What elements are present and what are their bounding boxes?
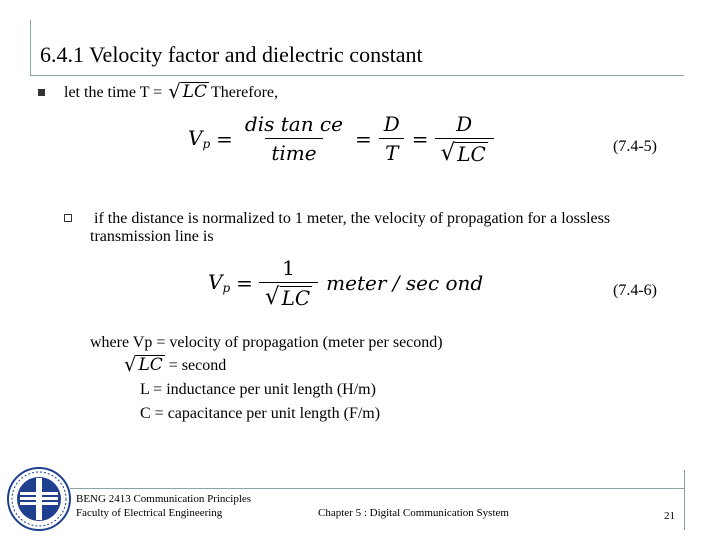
university-logo [6,466,72,532]
slide-title: 6.4.1 Velocity factor and dielectric constant [40,42,423,67]
fraction-d-sqrt-lc: D √ LC [435,112,494,165]
fraction-distance-time: $\frac{\text{dis tan ce}}{\text{time}}$ [244,112,343,165]
equals-sign: = [411,126,429,151]
equals-sign: = [216,126,233,151]
bullet-square-icon [38,89,45,96]
footer-course: BENG 2413 Communication Principles [76,493,252,505]
frame-left-line [30,20,31,76]
title-divider [30,75,684,76]
where-line-1: where Vp = velocity of propagation (meter per second) [90,334,443,351]
equation-7-4-5 [188,112,494,165]
sqrt-arg: LC [182,82,207,102]
bullet-hollow-square-icon [64,214,72,222]
where-line-2 [124,355,226,375]
unit-meter-per-second: meter / sec ond [326,270,484,295]
footer-divider [70,488,684,489]
page-number: 21 [664,510,675,522]
where-second-text: = second [168,356,227,374]
sub-bullet-line-1: if the distance is normalized to 1 meter, the velocity of propagation for a lossless [94,210,611,227]
sub-bullet-text [90,210,690,246]
fraction-1-sqrt-lc: 1 √ LC [259,256,318,309]
footer-chapter: Chapter 5 : Digital Communication System [318,507,509,519]
sqrt-lc-where: √ LC [124,353,163,377]
university-logo-icon [6,466,72,532]
bullet-1 [64,82,278,102]
frame-right-line [684,470,685,530]
bullet-1-suffix: Therefore, [210,83,279,101]
equation-number-7-4-6: (7.4-6) [613,282,657,299]
sub-bullet-line-2: transmission line is [90,228,214,245]
footer-left [76,492,251,520]
sqrt-lc-inline: √ LC [168,80,207,104]
where-line-4: C = capacitance per unit length (F/m) [140,405,381,422]
equation-number-7-4-5: (7.4-5) [613,138,657,155]
equals-sign: = [354,126,372,151]
footer-faculty: Faculty of Electrical Engineering [76,507,223,519]
vp-symbol: $V_p$ [208,270,231,295]
equation-7-4-6 [208,256,483,309]
bullet-1-prefix: let the time T = [64,83,163,101]
where-line-3: L = inductance per unit length (H/m) [140,381,376,398]
vp-symbol: $V_p$ [188,126,211,151]
equals-sign: = [236,270,253,295]
fraction-d-t: $\frac{D}{T}$ [378,112,406,165]
